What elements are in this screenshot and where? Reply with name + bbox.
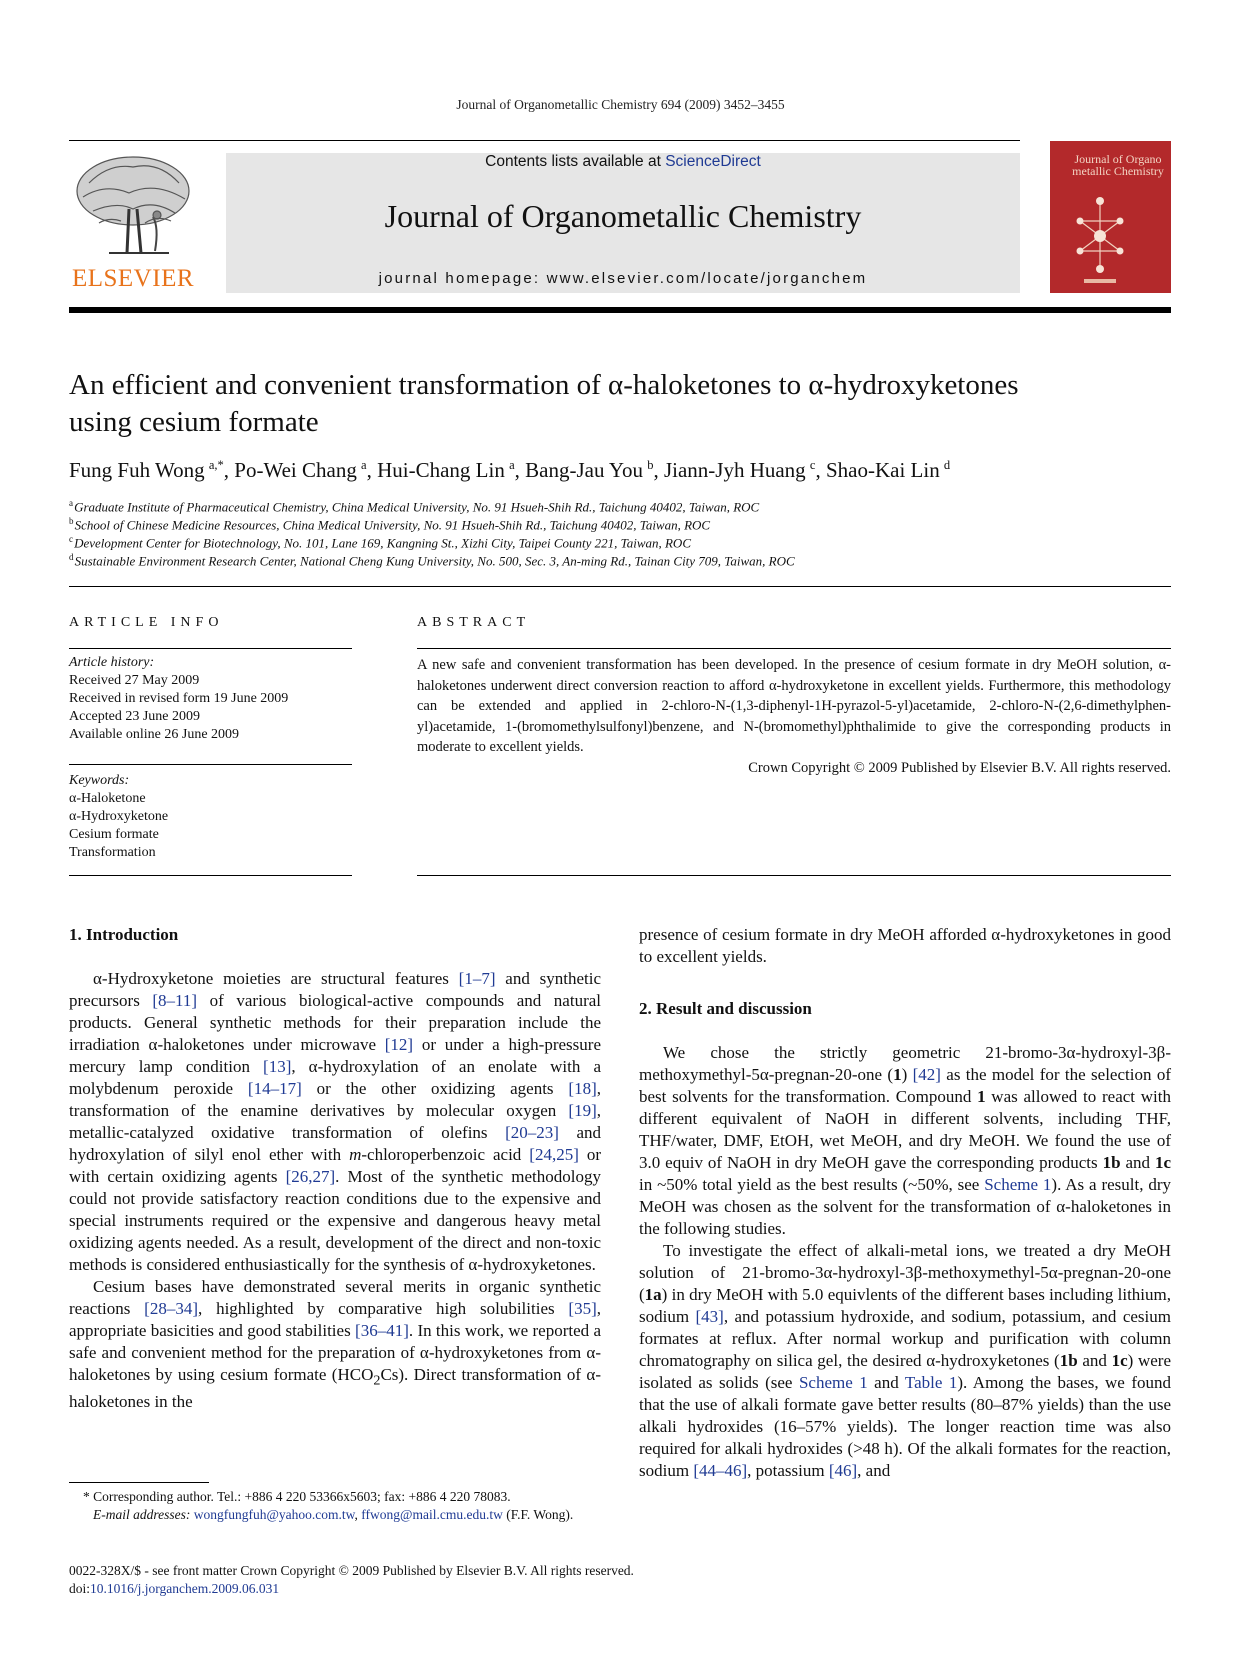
reference-link[interactable]: [44–46] [693, 1461, 748, 1480]
author[interactable]: Fung Fuh Wong [69, 458, 205, 482]
article-history [69, 654, 352, 744]
reference-link[interactable]: [1–7] [458, 969, 496, 988]
elsevier-tree-icon [69, 153, 197, 265]
author-affil-mark[interactable]: c [809, 458, 816, 472]
author[interactable]: Po-Wei Chang [234, 458, 357, 482]
affil-text: Graduate Institute of Pharmaceutical Chemistry, China Medical University, No. 91 Hsueh-Shih Rd., Taichung 40402, Taiwan, ROC [74, 499, 760, 515]
affil-text: Development Center for Biotechnology, No. 101, Lane 169, Kangning St., Xizhi City, Taipei County 221, Taiwan, ROC [74, 535, 691, 551]
keyword: Cesium formate [69, 827, 159, 842]
email-line [69, 1506, 601, 1524]
reference-link[interactable]: [13] [263, 1057, 292, 1076]
compound-label: 1a [644, 1285, 662, 1304]
affil-text: School of Chinese Medicine Resources, China Medical University, No. 91 Hsueh-Shih Rd., Taichung 40402, Taiwan, ROC [74, 517, 711, 533]
history-rule [69, 764, 352, 765]
reference-link[interactable]: [24,25] [529, 1145, 579, 1164]
reference-link[interactable]: [26,27] [285, 1167, 336, 1186]
compound-label: 1c [1111, 1351, 1128, 1370]
author-list: Fung Fuh Wong $^{a,*}$, Po-Wei Chang $^a$, Hui-Chang Lin $^a$, Bang-Jau You $^b$, Jiann-Jyh Huang $^c$, Shao-Kai Lin $^d$ [69, 458, 951, 482]
elsevier-wordmark: ELSEVIER [71, 265, 195, 292]
footnote-rule [69, 1482, 209, 1483]
title-line-1: An efficient and convenient transformation of α-haloketones to α-hydroxyketones [69, 369, 1019, 401]
affiliation [69, 534, 1179, 551]
results-heading: 2. Result and discussion [639, 999, 812, 1018]
intro-paragraph-continued: presence of cesium formate in dry MeOH afforded α-hydroxyketones in good to excellent yields. [639, 925, 1171, 966]
corresponding-author-footnote [69, 1488, 601, 1524]
results-paragraph-2: To investigate the effect of alkali-metal ions, we treated a dry MeOH solution of 21-bromo-3α-hydroxyl-3β-methoxymethyl-5α-pregnan-20-one (1a) in dry MeOH with 5.0 equivlents of the different bases including lithium, sodium [43], and potassium hydroxide, and sodium, potassium, and cesium formates at reflux. After normal workup and purification with column chromatography on silica gel, the desired α-hydroxyketones (1b and 1c) were isolated as solids (see Scheme 1 and Table 1). Among the bases, we found that the use of alkali formate gave better results (80–87% yields) than the use alkali hydroxides (16–57% yields). The longer reaction time was also required for alkali hydroxides (>48 h). Of the alkali formates for the reaction, sodium [44–46], potassium [46], and [639, 1241, 1172, 1480]
title-line-2: using cesium formate [69, 406, 319, 438]
contents-line [226, 153, 1020, 171]
compound-label: 1 [977, 1087, 986, 1106]
abstract-heading: ABSTRACT [417, 615, 531, 630]
affil-mark: b [69, 516, 74, 526]
email-suffix: (F.F. Wong). [502, 1507, 574, 1522]
journal-title: Journal of Organometallic Chemistry [384, 198, 862, 234]
subscript: 2 [373, 1372, 381, 1389]
keywords-rule [69, 875, 352, 876]
article-info-heading: ARTICLE INFO [69, 615, 224, 630]
results-paragraph-1: We chose the strictly geometric 21-bromo-3α-hydroxyl-3β-methoxymethyl-5α-pregnan-20-one (1) [42] as the model for the selection of best solvents for the transformation. Compound 1 was allowed to react with different equivalent of NaOH in different solvents, including THF, THF/water, DMF, EtOH, wet MeOH, and dry MeOH. We found the use of 3.0 equiv of NaOH in dry MeOH gave the corresponding products 1b and 1c in ~50% total yield as the best results (~50%, see Scheme 1). As a result, dry MeOH was chosen as the solvent for the transformation of α-haloketones in the following studies. [639, 1043, 1172, 1238]
reference-link[interactable]: [19] [568, 1101, 597, 1120]
reference-link[interactable]: [35] [568, 1299, 597, 1318]
reference-link[interactable]: Scheme 1 [798, 1373, 868, 1392]
intro-paragraph-1: α-Hydroxyketone moieties are structural features [1–7] and synthetic precursors [8–11] of various biological-active compounds and natural products. General synthetic methods for their preparation include the irradiation α-haloketones under microwave [12] or under a high-pressure mercury lamp condition [13], α-hydroxylation of an enolate with a molybdenum peroxide [14–17] or the other oxidizing agents [18], transformation of the enamine derivatives by molecular oxygen [19], metallic-catalyzed oxidative transformation of olefins [20–23] and hydroxylation of silyl enol ether with m-chloroperbenzoic acid [24,25] or with certain oxidizing agents [26,27]. Most of the synthetic methodology could not provide satisfactory reaction conditions due to the expensive and special instruments required or the expensive and dangerous heavy metal oxidizing agents needed. As a result, development of the direct and non-toxic methods is considered enthusiastically for the synthesis of α-hydroxyketones. [69, 969, 602, 1274]
molecule-icon [1050, 141, 1171, 293]
intro-paragraph-2: Cesium bases have demonstrated several merits in organic synthetic reactions [28–34], highlighted by comparative high solubilities [35], appropriate basicities and good stabilities [36–41]. In this work, we reported a safe and convenient method for the preparation of α-hydroxyketones from α-haloketones by using cesium formate $(HCO_2Cs)$. Direct transformation of α-haloketones in the [69, 1277, 602, 1412]
cover-title: Journal of Organo metallic Chemistry [1072, 152, 1164, 178]
reference-link[interactable]: Scheme 1 [984, 1175, 1052, 1194]
affil-mark: a [69, 498, 73, 508]
page-footer [69, 1562, 1069, 1598]
author-affil-mark[interactable]: a,* [208, 458, 224, 472]
author-affil-mark[interactable]: a [509, 458, 515, 472]
author-affil-mark[interactable]: d [943, 458, 951, 472]
affiliation [69, 516, 1179, 533]
history-label: Article history: [69, 655, 155, 670]
author-affil-mark[interactable]: b [647, 458, 654, 472]
author[interactable]: Hui-Chang Lin [377, 458, 505, 482]
journal-cover-thumbnail[interactable] [1050, 141, 1171, 293]
elsevier-logo[interactable] [69, 153, 197, 293]
compound-label: 1b [1102, 1153, 1121, 1172]
author[interactable]: Jiann-Jyh Huang [663, 458, 806, 482]
reference-link[interactable]: [42] [912, 1065, 941, 1084]
compound-label: 1 [893, 1065, 902, 1084]
history-item: Received in revised form 19 June 2009 [69, 691, 289, 706]
author[interactable]: Bang-Jau You [525, 458, 643, 482]
left-column [69, 924, 601, 1413]
abstract-copyright: Crown Copyright © 2009 Published by Elsevier B.V. All rights reserved. [748, 759, 1171, 776]
keywords-block [69, 772, 352, 862]
author[interactable]: Shao-Kai Lin [825, 458, 940, 482]
affil-mark: d [69, 552, 74, 562]
doi-line [69, 1580, 1069, 1598]
affil-mark: c [69, 534, 73, 544]
header-thick-rule [69, 307, 1171, 313]
history-item: Received 27 May 2009 [69, 673, 200, 688]
introduction-heading: 1. Introduction [69, 925, 179, 944]
corresponding-author: * Corresponding author. Tel.: +886 4 220 53366x5603; fax: +886 4 220 78083. [83, 1489, 511, 1504]
email-link-2[interactable]: ffwong@mail.cmu.edu.tw [361, 1507, 503, 1522]
issn-line: 0022-328X/$ - see front matter Crown Copyright © 2009 Published by Elsevier B.V. All rights reserved. [69, 1563, 634, 1578]
email-link-1[interactable]: wongfungfuh@yahoo.com.tw [193, 1507, 355, 1522]
journal-banner [226, 153, 1020, 293]
history-item: Accepted 23 June 2009 [69, 709, 201, 724]
doi-link[interactable]: 10.1016/j.jorganchem.2009.06.031 [90, 1581, 280, 1596]
right-column [639, 924, 1171, 1482]
keyword: Transformation [69, 845, 156, 860]
reference-link[interactable]: [36–41] [355, 1321, 409, 1340]
abstract-text: A new safe and convenient transformation has been developed. In the presence of cesium formate in dry MeOH solution, α-haloketones underwent direct conversion reaction to afford α-hydroxyketone in excellent yields. Furthermore, this methodology can be extended and applied in 2-chloro-N-(1,3-diphenyl-1H-pyrazol-5-yl)acetamide, 2-chloro-N-(2,6-dimethylphen-yl)acetamide, 1-(bromomethylsulfonyl)benzene, and N-(bromomethyl)phthalimide to give the corresponding products in moderate to excellent yields. [417, 657, 1171, 755]
reference-link[interactable]: [28–34] [144, 1299, 198, 1318]
keyword: α-Haloketone [69, 791, 146, 806]
reference-link[interactable]: [12] [384, 1035, 414, 1054]
contents-prefix: Contents lists available at [485, 153, 666, 170]
history-item: Available online 26 June 2009 [69, 727, 240, 742]
keywords-label: Keywords: [69, 773, 130, 788]
affil-text: Sustainable Environment Research Center, National Cheng Kung University, No. 500, Sec. 3, An-ming Rd., Tainan City 709, Taiwan, ROC [74, 553, 795, 569]
affiliation [69, 498, 1179, 515]
affiliation-rule [69, 586, 1171, 587]
article-title [69, 367, 1179, 441]
abstract-rule [417, 648, 1171, 649]
reference-link[interactable]: Table 1 [904, 1373, 958, 1392]
reference-link[interactable]: [43] [695, 1307, 724, 1326]
article-info-rule [69, 648, 352, 649]
journal-homepage[interactable]: journal homepage: www.elsevier.com/locate/jorganchem [378, 270, 868, 287]
keyword: α-Hydroxyketone [69, 809, 169, 824]
reference-link[interactable]: [18] [568, 1079, 597, 1098]
doi-prefix: doi: [69, 1581, 91, 1596]
email-separator: , [354, 1507, 362, 1522]
reference-link[interactable]: [8–11] [152, 991, 198, 1010]
author-affil-mark[interactable]: a [361, 458, 367, 472]
journal-citation: Journal of Organometallic Chemistry 694 (2009) 3452–3455 [456, 97, 785, 112]
abstract-bottom-rule [417, 875, 1171, 876]
italic-text: m [349, 1145, 362, 1164]
reference-link[interactable]: [20–23] [505, 1123, 559, 1142]
compound-label: 1b [1059, 1351, 1078, 1370]
abstract-body [417, 655, 1171, 778]
email-label: E-mail addresses: [93, 1507, 191, 1522]
reference-link[interactable]: [46] [828, 1461, 858, 1480]
header-rule [69, 140, 1020, 141]
compound-label: 1c [1154, 1153, 1172, 1172]
reference-link[interactable]: [14–17] [247, 1079, 302, 1098]
affiliation [69, 552, 1179, 569]
sciencedirect-link[interactable]: ScienceDirect [665, 153, 761, 170]
